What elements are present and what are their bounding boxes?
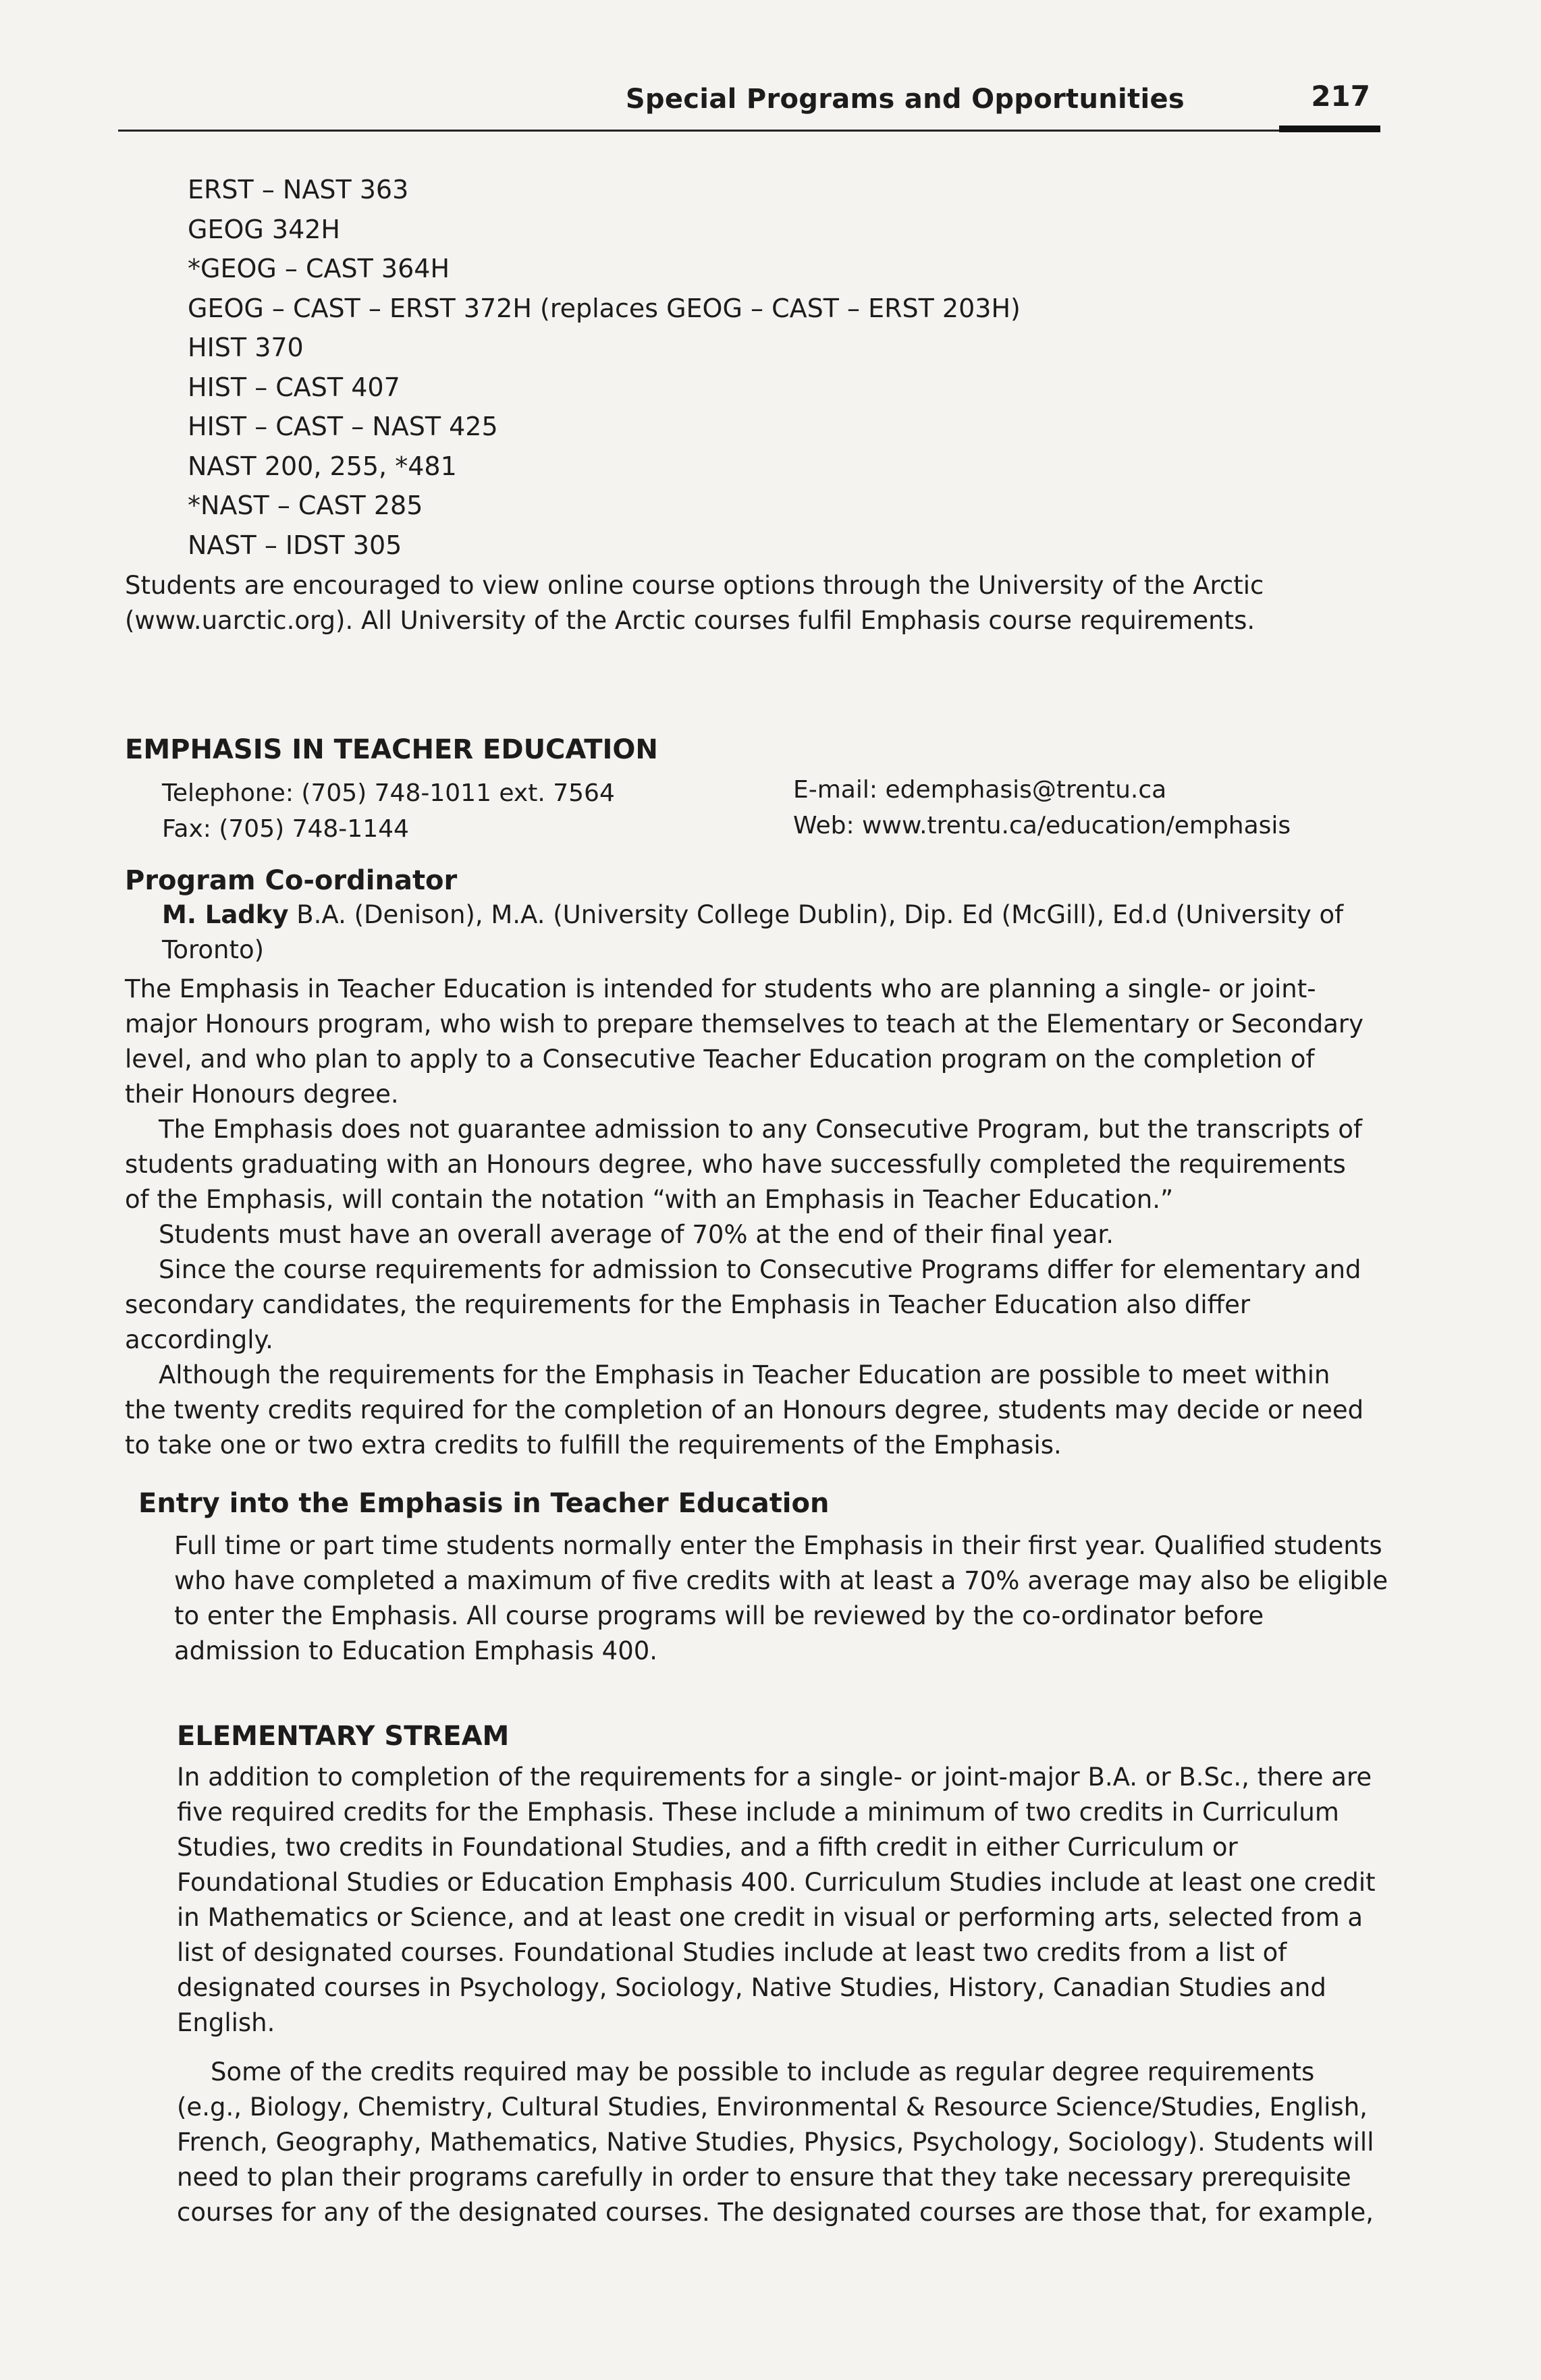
text-line: in Mathematics or Science, and at least one credit in visual or performing arts, selected from a	[177, 1903, 1363, 1932]
text-line: accordingly.	[125, 1325, 273, 1354]
text-line: who have completed a maximum of five credits with at least a 70% average may also be eligible	[174, 1566, 1388, 1595]
text-line: English.	[177, 2008, 275, 2037]
web-address: Web: www.trentu.ca/education/emphasis	[793, 812, 1291, 839]
elementary-para-1	[177, 1760, 1392, 2041]
arctic-note-line: Students are encouraged to view online course options through the University of the Arctic	[125, 571, 1264, 600]
email: E-mail: edemphasis@trentu.ca	[793, 776, 1167, 804]
course-item: ERST – NAST 363	[188, 175, 409, 204]
text-line: level, and who plan to apply to a Consecutive Teacher Education program on the completion of	[125, 1045, 1315, 1074]
text-line: Since the course requirements for admission to Consecutive Programs differ for elementary and	[159, 1255, 1361, 1284]
coordinator-credentials-cont: Toronto)	[162, 935, 265, 964]
coordinator-heading: Program Co-ordinator	[125, 865, 458, 896]
telephone: Telephone: (705) 748-1011 ext. 7564	[162, 779, 615, 807]
text-line: five required credits for the Emphasis. These include a minimum of two credits in Curriculum	[177, 1798, 1339, 1827]
text-line: French, Geography, Mathematics, Native Studies, Physics, Psychology, Sociology). Students will	[177, 2128, 1374, 2157]
course-item: NAST 200, 255, *481	[188, 451, 457, 481]
emphasis-body	[125, 972, 1387, 1463]
coordinator-credentials: B.A. (Denison), M.A. (University College Dublin), Dip. Ed (McGill), Ed.d (University of	[288, 900, 1344, 929]
text-line: In addition to completion of the requirements for a single- or joint-major B.A. or B.Sc., there are	[177, 1763, 1372, 1792]
elementary-heading: ELEMENTARY STREAM	[177, 1721, 510, 1752]
arctic-note-line: (www.uarctic.org). All University of the Arctic courses fulfil Emphasis course requirements.	[125, 606, 1255, 635]
entry-heading: Entry into the Emphasis in Teacher Education	[138, 1488, 830, 1519]
course-item: GEOG – CAST – ERST 372H (replaces GEOG – CAST – ERST 203H)	[188, 293, 1021, 323]
course-item: GEOG 342H	[188, 214, 340, 244]
elementary-para-2	[177, 2055, 1392, 2230]
emphasis-heading: EMPHASIS IN TEACHER EDUCATION	[125, 734, 658, 765]
text-line: secondary candidates, the requirements for the Emphasis in Teacher Education also differ	[125, 1290, 1251, 1319]
paragraph	[125, 972, 1387, 1112]
text-line: Students must have an overall average of 70% at the end of their final year.	[159, 1220, 1114, 1249]
coordinator-info	[162, 897, 1384, 968]
text-line: admission to Education Emphasis 400.	[174, 1636, 658, 1665]
text-line: courses for any of the designated courses. The designated courses are those that, for example,	[177, 2198, 1374, 2227]
text-line: designated courses in Psychology, Sociology, Native Studies, History, Canadian Studies and	[177, 1973, 1326, 2002]
text-line: Although the requirements for the Emphasis in Teacher Education are possible to meet within	[159, 1360, 1330, 1389]
paragraph	[125, 1112, 1387, 1217]
header-rule	[118, 130, 1380, 132]
header-rule-accent	[1279, 126, 1380, 132]
text-line: The Emphasis in Teacher Education is intended for students who are planning a single- or joint-	[125, 974, 1316, 1003]
text-line: list of designated courses. Foundational Studies include at least two credits from a list of	[177, 1938, 1287, 1967]
course-item: *GEOG – CAST 364H	[188, 254, 450, 283]
course-item: HIST 370	[188, 333, 304, 362]
page-number: 217	[1311, 80, 1370, 113]
paragraph	[125, 1217, 1387, 1252]
header-title: Special Programs and Opportunities	[625, 84, 1185, 115]
paragraph	[125, 1358, 1387, 1463]
text-line: need to plan their programs carefully in order to ensure that they take necessary prerequisite	[177, 2163, 1351, 2192]
coordinator-name: M. Ladky	[162, 900, 289, 929]
course-item: HIST – CAST – NAST 425	[188, 412, 498, 441]
text-line: Foundational Studies or Education Emphasis 400. Curriculum Studies include at least one credit	[177, 1868, 1376, 1897]
text-line: their Honours degree.	[125, 1080, 399, 1109]
text-line: (e.g., Biology, Chemistry, Cultural Studies, Environmental & Resource Science/Studies, English,	[177, 2093, 1368, 2122]
text-line: of the Emphasis, will contain the notation “with an Emphasis in Teacher Education.”	[125, 1185, 1174, 1214]
running-header	[118, 80, 1380, 140]
fax: Fax: (705) 748-1144	[162, 815, 409, 843]
entry-body	[174, 1528, 1389, 1669]
text-line: major Honours program, who wish to prepare themselves to teach at the Elementary or Secondary	[125, 1009, 1363, 1039]
course-list	[188, 170, 1133, 565]
text-line: students graduating with an Honours degree, who have successfully completed the requirements	[125, 1150, 1346, 1179]
course-item: NAST – IDST 305	[188, 530, 402, 560]
course-item: *NAST – CAST 285	[188, 491, 423, 520]
text-line: to enter the Emphasis. All course programs will be reviewed by the co-ordinator before	[174, 1601, 1264, 1630]
course-item: HIST – CAST 407	[188, 372, 400, 402]
text-line: Studies, two credits in Foundational Studies, and a fifth credit in either Curriculum or	[177, 1833, 1238, 1862]
arctic-note	[125, 568, 1387, 638]
text-line: The Emphasis does not guarantee admission to any Consecutive Program, but the transcripts of	[159, 1115, 1363, 1144]
text-line: to take one or two extra credits to fulfill the requirements of the Emphasis.	[125, 1431, 1062, 1460]
text-line: Full time or part time students normally enter the Emphasis in their first year. Qualified students	[174, 1531, 1382, 1560]
paragraph	[125, 1252, 1387, 1358]
text-line: Some of the credits required may be possible to include as regular degree requirements	[211, 2057, 1315, 2086]
text-line: the twenty credits required for the completion of an Honours degree, students may decide or need	[125, 1395, 1364, 1424]
